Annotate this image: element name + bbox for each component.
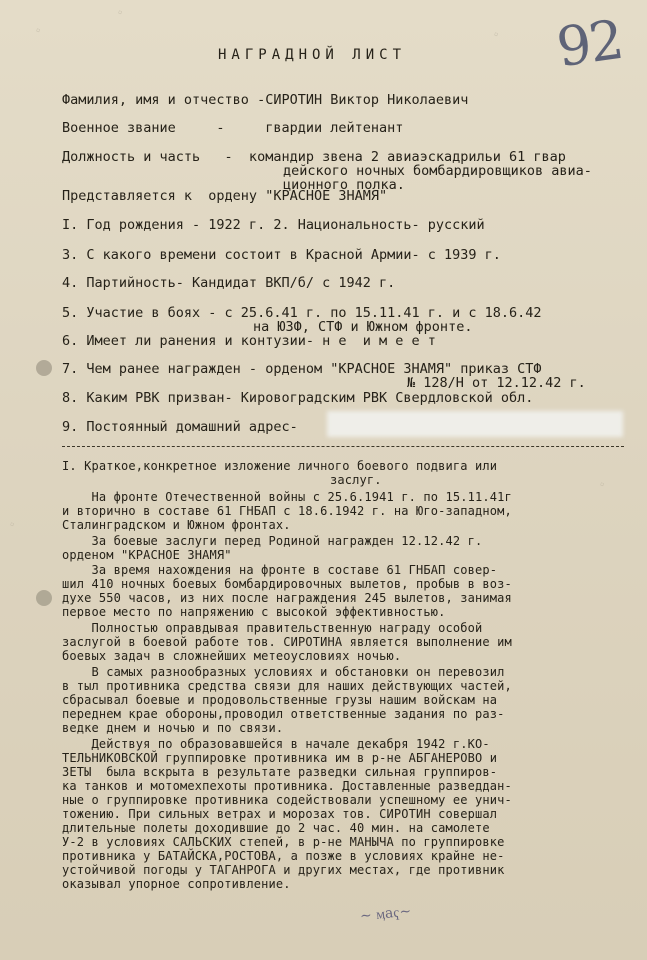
redacted-address	[327, 411, 623, 437]
item-party: 4. Партийность- Кандидат ВКП/б/ с 1942 г.	[62, 275, 396, 291]
narrative-line: переднем крае обороны,проводил ответственные задания по раз-	[62, 707, 505, 721]
narrative-line: сбрасывал боевые и продовольственные грузы нашим войскам на	[62, 693, 498, 707]
punch-hole	[36, 590, 52, 606]
narrative-line: Полностью оправдывая правительственную награду особой	[62, 621, 483, 635]
field-position-cont: ционного полка.	[283, 177, 405, 193]
item-battles-cont: на ЮЗФ, СТФ и Южном фронте.	[253, 319, 473, 335]
document-title: НАГРАДНОЙ ЛИСТ	[218, 47, 407, 63]
item-home-address: 9. Постоянный домашний адрес-	[62, 419, 298, 435]
narrative-line: За боевые заслуги перед Родиной награжден 12.12.42 г.	[62, 534, 483, 548]
item-service-since: 3. С какого времени состоит в Красной Армии- с 1939 г.	[62, 247, 501, 263]
item-previous-awards-cont: № 128/Н от 12.12.42 г.	[407, 375, 586, 391]
narrative-line: шил 410 ночных боевых бомбардировочных вылетов, пробыв в воз-	[62, 577, 512, 591]
handwritten-signature-mark: ~ ӎаҁ~	[359, 903, 412, 925]
field-name: Фамилия, имя и отчество -СИРОТИН Виктор Николаевич	[62, 92, 469, 108]
narrative-line: боевых задач в сложнейших метеоусловиях ночью.	[62, 649, 402, 663]
narrative-line: На фронте Отечественной войны с 25.6.1941 г. по 15.11.41г	[62, 490, 512, 504]
watermark: ◇	[34, 25, 42, 35]
narrative-line: заслуг.	[330, 473, 382, 487]
archive-folio-number: 92	[552, 7, 626, 80]
narrative-line: ТЕЛЬНИКОВСКОЙ группировке противника им в р-не АБГАНЕРОВО и	[62, 751, 498, 765]
item-wounds: 6. Имеет ли ранения и контузии- н е и м е е т	[62, 333, 436, 349]
narrative-line: первое место по напряжению с высокой эффективностью.	[62, 605, 446, 619]
narrative-line: ЗЕТЫ была вскрыта в результате разведки сильная группиров-	[62, 765, 498, 779]
narrative-line: За время нахождения на фронте в составе 61 ГНБАП совер-	[62, 563, 498, 577]
punch-hole	[36, 360, 52, 376]
narrative-line: противника у БАТАЙСКА,РОСТОВА, а позже в условиях крайне не-	[62, 849, 505, 863]
field-position: Должность и часть - командир звена 2 авиаэскадрильи 61 гвар	[62, 149, 566, 165]
narrative-line: тожению. При сильных ветрах и морозах тов. СИРОТИН совершал	[62, 807, 498, 821]
narrative-line: Сталинградском и Южном фронтах.	[62, 518, 291, 532]
watermark: ◇	[492, 29, 500, 39]
watermark: ◇	[598, 479, 606, 489]
narrative-line: устойчивой погоды у ТАГАНРОГА и других местах, где противник	[62, 863, 505, 877]
field-position-cont: дейского ночных бомбардировщиков авиа-	[283, 163, 592, 179]
narrative-line: заслугой в боевой работе тов. СИРОТИНА является выполнение им	[62, 635, 512, 649]
narrative-line: У-2 в условиях САЛЬСКИХ степей, в р-не МАНЫЧА по группировке	[62, 835, 505, 849]
item-previous-awards: 7. Чем ранее награжден - орденом "КРАСНОЕ ЗНАМЯ" приказ СТФ	[62, 361, 542, 377]
item-birth-nationality: I. Год рождения - 1922 г. 2. Национальность- русский	[62, 217, 485, 233]
narrative-line: длительные полеты доходившие до 2 час. 40 мин. на самолете	[62, 821, 490, 835]
narrative-line: в тыл противника средства связи для наших действующих частей,	[62, 679, 512, 693]
field-presented-for: Представляется к ордену "КРАСНОЕ ЗНАМЯ"	[62, 188, 388, 204]
item-conscription: 8. Каким РВК призван- Кировоградским РВК Свердловской обл.	[62, 390, 534, 406]
narrative-line: Действуя по образовавшейся в начале декабря 1942 г.КО-	[62, 737, 490, 751]
item-battles: 5. Участие в боях - с 25.6.41 г. по 15.11.41 г. и с 18.6.42	[62, 305, 542, 321]
watermark: ◇	[116, 7, 124, 17]
narrative-line: орденом "КРАСНОЕ ЗНАМЯ"	[62, 548, 232, 562]
watermark: ◇	[8, 519, 16, 529]
section-divider	[62, 446, 624, 447]
narrative-line: ка танков и мотомехпехоты противника. Доставленные разведдан-	[62, 779, 512, 793]
narrative-line: I. Краткое,конкретное изложение личного боевого подвига или	[62, 459, 498, 473]
narrative-line: В самых разнообразных условиях и обстановки он перевозил	[62, 665, 505, 679]
narrative-line: ные о группировке противника содействовали успешному ее унич-	[62, 793, 512, 807]
narrative-line: ведке днем и ночью и по связи.	[62, 721, 284, 735]
narrative-line: духе 550 часов, из них после награждения 245 вылетов, занимая	[62, 591, 512, 605]
narrative-line: и вторично в составе 61 ГНБАП с 18.6.1942 г. на Юго-западном,	[62, 504, 512, 518]
field-rank: Военное звание - гвардии лейтенант	[62, 120, 404, 136]
narrative-line: оказывал упорное сопротивление.	[62, 877, 291, 891]
